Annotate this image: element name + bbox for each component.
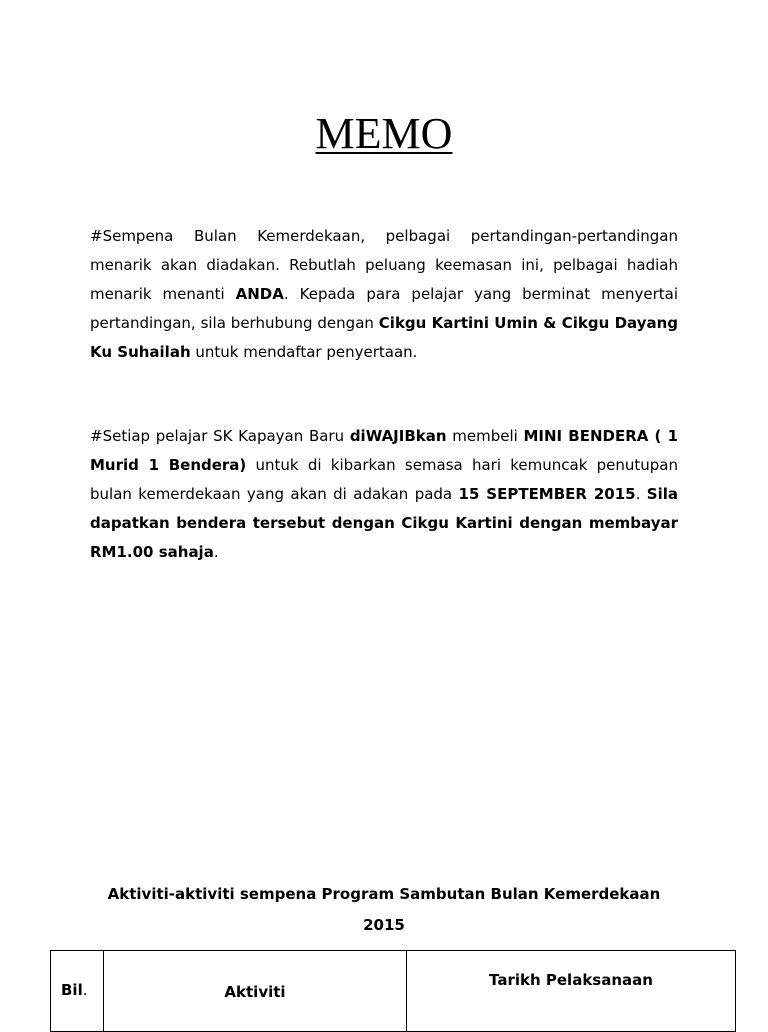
announcement-paragraph-competitions (90, 222, 678, 367)
table-header-row (51, 951, 736, 1032)
activities-heading-line2: 2015 (363, 916, 405, 934)
header-bil (51, 951, 104, 1032)
p2-bold-wajib: diWAJIBkan (349, 427, 447, 445)
header-tarikh (407, 951, 736, 1032)
p1-text-c: . Kepada para pelajar yang berminat menyertai pertandingan, sila berhubung dengan (90, 285, 678, 332)
header-tarikh-label: Tarikh Pelaksanaan (489, 971, 653, 989)
p1-bold-anda: ANDA (235, 285, 284, 303)
header-aktiviti-label: Aktiviti (224, 983, 286, 1001)
p2-text-g: . (635, 485, 647, 503)
activities-heading-line1: Aktiviti-aktiviti sempena Program Sambutan Bulan Kemerdekaan (107, 885, 661, 903)
header-bil-label: Bil (61, 981, 83, 999)
memo-title: MEMO (315, 109, 453, 158)
activities-table (50, 950, 736, 1032)
p1-text-a: #Sempena Bulan Kemerdekaan, pelbagai pertandingan-pertandingan menarik akan diadakan. Rebutlah peluang keemasan ini, pelbagai hadiah menarik menanti (90, 227, 678, 303)
p1-bold-teachers: Cikgu Kartini Umin & Cikgu Dayang Ku Suhailah (90, 314, 679, 361)
header-aktiviti (104, 951, 407, 1032)
p2-bold-mini-bendera: MINI BENDERA ( 1 Murid 1 Bendera) (90, 427, 678, 474)
p1-text-e: untuk mendaftar penyertaan. (190, 343, 418, 361)
p2-text-c: membeli (446, 427, 524, 445)
p2-text-a: #Setiap pelajar SK Kapayan Baru (90, 427, 350, 445)
p2-text-i: . (213, 543, 219, 561)
p2-bold-date: 15 SEPTEMBER 2015 (458, 485, 636, 503)
activities-heading (90, 879, 678, 941)
header-bil-dot: . (82, 981, 88, 999)
announcement-paragraph-flags (90, 422, 678, 567)
p2-text-e: untuk di kibarkan semasa hari kemuncak penutupan bulan kemerdekaan yang akan di adakan pada (90, 456, 678, 503)
p2-bold-payment: Sila dapatkan bendera tersebut dengan Cikgu Kartini dengan membayar RM1.00 sahaja (90, 485, 678, 561)
